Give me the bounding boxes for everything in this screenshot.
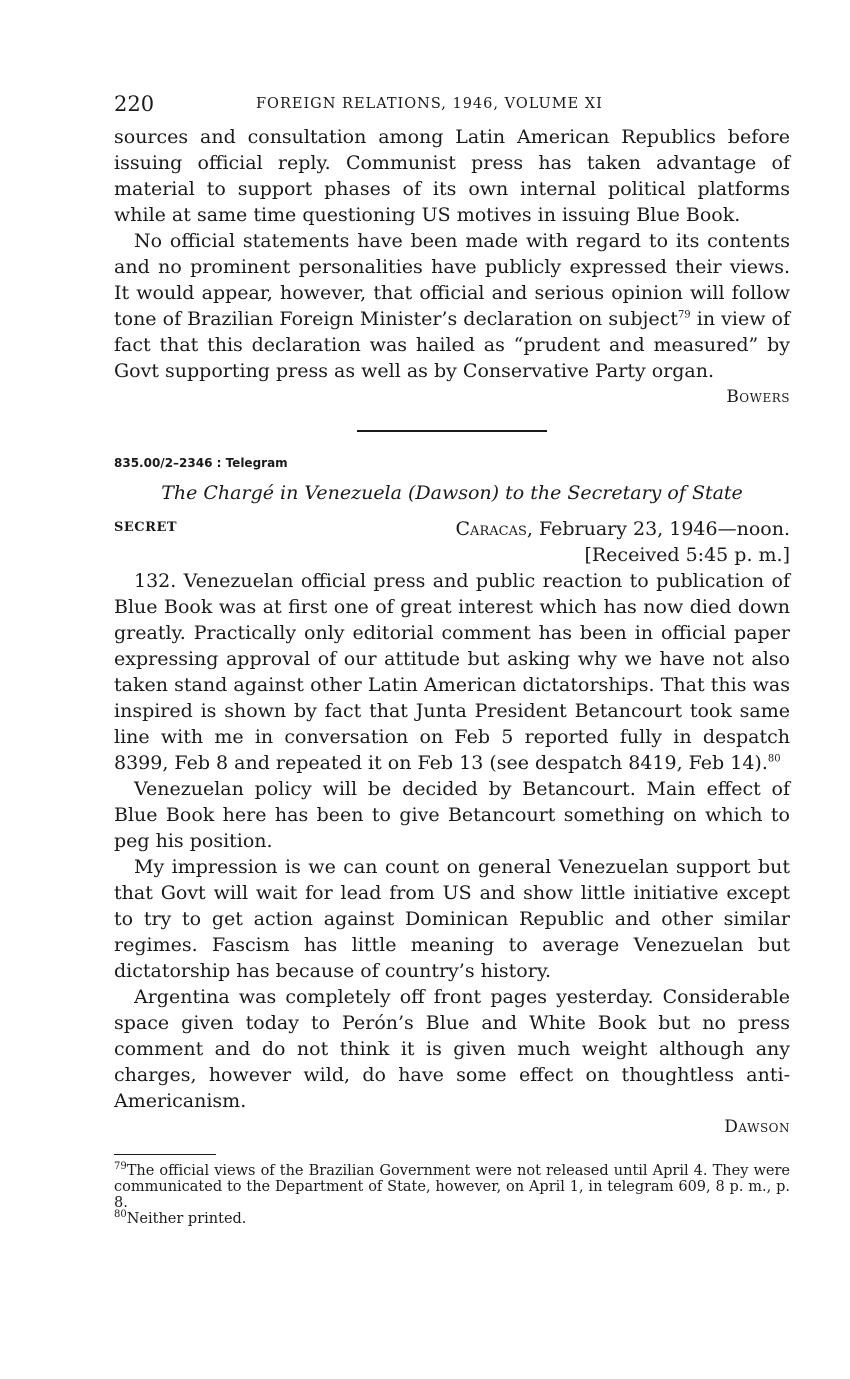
- dateline: [456, 516, 790, 542]
- received-time: [Received 5:45 p. m.]: [584, 544, 790, 566]
- footnote-divider: [114, 1154, 216, 1155]
- file-number: 835.00/2–2346 : Telegram: [114, 456, 288, 470]
- dateline-place: Caracas,: [455, 518, 533, 540]
- section-divider: [357, 430, 547, 432]
- paragraph-text: in view of fact that this declaration was hailed as “prudent and measured” by Govt supporting press as well as by Conservative Party organ.: [114, 308, 790, 382]
- footnote-marker: 80: [114, 1209, 127, 1221]
- dateline-date: February 23, 1946—noon.: [532, 518, 790, 540]
- running-title: FOREIGN RELATIONS, 1946, VOLUME XI: [256, 96, 603, 112]
- classification: SECRET: [114, 520, 178, 535]
- running-head: [114, 88, 790, 124]
- telegram-paragraph: My impression is we can count on general Venezuelan support but that Govt will wait for lead from US and show little initiative except to try to get action against Dominican Republic and other similar regimes. Fascism has little meaning to average Venezuelan but dictatorship has because of country’s history.: [114, 856, 790, 982]
- footnote-text: The official views of the Brazilian Government were not released until April 4. They were communicated to the Department of State, however, on April 1, in telegram 609, 8 p. m., p. 8.: [114, 1163, 790, 1211]
- signature-dawson: Dawson: [724, 1117, 790, 1137]
- footnote-marker: 79: [114, 1161, 127, 1173]
- dateline-row: [114, 516, 790, 542]
- telegram-paragraph: Venezuelan policy will be decided by Betancourt. Main effect of Blue Book here has been to give Betancourt something on which to peg his position.: [114, 778, 790, 852]
- footnote: [114, 1211, 790, 1227]
- footnote-ref: 80: [767, 753, 781, 765]
- continuation-paragraph: [114, 228, 790, 384]
- continuation-paragraph: sources and consultation among Latin American Republics before issuing official reply. Communist press has taken advantage of material to support phases of its own internal political platforms while at same time questioning US motives in issuing Blue Book.: [114, 126, 790, 226]
- footnote: [114, 1163, 790, 1211]
- paragraph-text: No official statements have been made with regard to its contents and no prominent personalities have publicly expressed their views. It would appear, however, that official and serious opinion will follow tone of Brazilian Foreign Minister’s declaration on subject: [114, 230, 790, 330]
- page-number: 220: [114, 92, 155, 116]
- document-page: [114, 88, 790, 1227]
- paragraph-text: 132. Venezuelan official press and public reaction to publication of Blue Book was at first one of great interest which has now died down greatly. Practically only editorial comment has been in official paper expressing approval of our attitude but asking why we have not also taken stand against other Latin American dictatorships. That this was inspired is shown by fact that Junta President Betancourt took same line with me in conversation on Feb 5 reported fully in despatch 8399, Feb 8 and repeated it on Feb 13 (see despatch 8419, Feb 14).: [114, 570, 790, 774]
- signature-bowers: Bowers: [726, 387, 790, 407]
- footnote-ref: 79: [677, 309, 691, 321]
- telegram-paragraph: Argentina was completely off front pages yesterday. Considerable space given today to Perón’s Blue and White Book but no press comment and do not think it is given much weight although any charges, however wild, do have some effect on thoughtless anti-Americanism.: [114, 986, 790, 1112]
- document-title: The Chargé in Venezuela (Dawson) to the Secretary of State: [161, 482, 743, 504]
- telegram-paragraph: [114, 568, 790, 776]
- footnote-text: Neither printed.: [126, 1211, 247, 1227]
